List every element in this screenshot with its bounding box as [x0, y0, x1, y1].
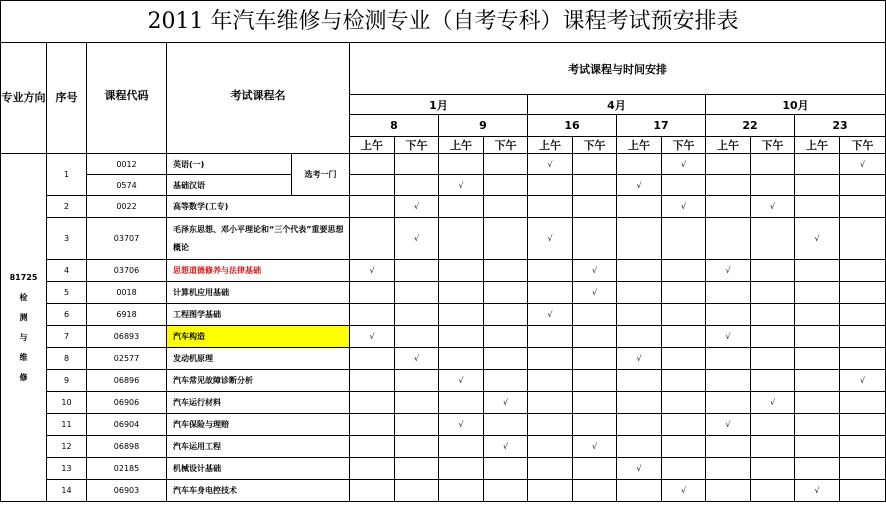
exam-slot-empty	[795, 458, 840, 480]
course-code-cell: 06896	[87, 370, 167, 392]
exam-slot-empty	[795, 326, 840, 348]
exam-slot-empty	[706, 370, 751, 392]
exam-slot-empty	[751, 480, 795, 502]
exam-slot-empty	[528, 196, 573, 218]
table-row	[1, 392, 886, 414]
course-name-cell: 汽车保险与理赔	[167, 414, 350, 436]
major-name-char: 检	[19, 292, 28, 302]
exam-check-mark: √	[484, 436, 528, 458]
exam-slot-empty	[350, 370, 395, 392]
table-row	[1, 154, 886, 175]
exam-slot-empty	[795, 175, 840, 196]
exam-slot-empty	[751, 218, 795, 260]
exam-slot-empty	[573, 326, 617, 348]
elective-note: 选考一门	[292, 154, 350, 196]
exam-slot-empty	[439, 458, 484, 480]
exam-check-mark: √	[528, 154, 573, 175]
exam-check-mark: √	[439, 370, 484, 392]
exam-slot-empty	[662, 414, 706, 436]
major-name-char: 与	[19, 332, 28, 342]
table-row	[1, 370, 886, 392]
exam-slot-empty	[617, 436, 662, 458]
exam-slot-empty	[573, 175, 617, 196]
exam-slot-empty	[662, 326, 706, 348]
course-name-cell: 汽车常见故障诊断分析	[167, 370, 350, 392]
exam-slot-empty	[395, 175, 439, 196]
course-code-cell: 06893	[87, 326, 167, 348]
exam-slot-empty	[573, 370, 617, 392]
exam-slot-empty	[439, 304, 484, 326]
header-half-day: 下午	[395, 137, 439, 154]
table-row	[1, 282, 886, 304]
header-day: 23	[795, 115, 886, 137]
exam-slot-empty	[617, 260, 662, 282]
exam-slot-empty	[573, 196, 617, 218]
exam-slot-empty	[840, 175, 886, 196]
exam-slot-empty	[751, 282, 795, 304]
exam-slot-empty	[617, 480, 662, 502]
exam-check-mark: √	[706, 260, 751, 282]
exam-slot-empty	[528, 458, 573, 480]
course-code-cell: 0574	[87, 175, 167, 196]
exam-slot-empty	[439, 326, 484, 348]
exam-check-mark: √	[350, 326, 395, 348]
exam-slot-empty	[395, 458, 439, 480]
exam-check-mark: √	[395, 218, 439, 260]
exam-slot-empty	[484, 480, 528, 502]
exam-slot-empty	[350, 458, 395, 480]
seq-cell: 13	[47, 458, 87, 480]
exam-slot-empty	[617, 196, 662, 218]
exam-slot-empty	[662, 458, 706, 480]
course-name-cell: 汽车车身电控技术	[167, 480, 350, 502]
exam-check-mark: √	[573, 260, 617, 282]
seq-cell: 10	[47, 392, 87, 414]
page-title: 2011 年汽车维修与检测专业（自考专科）课程考试预安排表	[0, 0, 886, 42]
exam-slot-empty	[840, 218, 886, 260]
exam-slot-empty	[751, 458, 795, 480]
exam-slot-empty	[795, 436, 840, 458]
exam-check-mark: √	[439, 414, 484, 436]
exam-slot-empty	[840, 304, 886, 326]
exam-slot-empty	[395, 282, 439, 304]
exam-slot-empty	[706, 304, 751, 326]
exam-check-mark: √	[795, 218, 840, 260]
exam-slot-empty	[439, 392, 484, 414]
exam-slot-empty	[439, 348, 484, 370]
table-row	[1, 175, 886, 196]
exam-slot-empty	[573, 218, 617, 260]
exam-check-mark: √	[350, 260, 395, 282]
exam-check-mark: √	[439, 175, 484, 196]
exam-slot-empty	[840, 392, 886, 414]
exam-slot-empty	[706, 458, 751, 480]
exam-slot-empty	[617, 304, 662, 326]
exam-slot-empty	[395, 370, 439, 392]
seq-cell: 1	[47, 154, 87, 196]
table-row	[1, 326, 886, 348]
exam-slot-empty	[573, 480, 617, 502]
header-month-10: 10月	[706, 95, 886, 115]
exam-slot-empty	[795, 414, 840, 436]
exam-slot-empty	[528, 282, 573, 304]
table-row	[1, 348, 886, 370]
exam-slot-empty	[350, 348, 395, 370]
exam-slot-empty	[484, 260, 528, 282]
header-course-code: 课程代码	[87, 43, 167, 154]
seq-cell: 6	[47, 304, 87, 326]
exam-slot-empty	[439, 260, 484, 282]
exam-slot-empty	[439, 196, 484, 218]
table-row	[1, 414, 886, 436]
exam-check-mark: √	[662, 154, 706, 175]
header-half-day: 上午	[350, 137, 395, 154]
exam-slot-empty	[706, 348, 751, 370]
exam-slot-empty	[751, 370, 795, 392]
exam-slot-empty	[395, 154, 439, 175]
course-code-cell: 02577	[87, 348, 167, 370]
exam-slot-empty	[350, 414, 395, 436]
exam-slot-empty	[840, 260, 886, 282]
seq-cell: 9	[47, 370, 87, 392]
exam-check-mark: √	[617, 348, 662, 370]
exam-check-mark: √	[528, 304, 573, 326]
header-half-day: 下午	[484, 137, 528, 154]
course-name-cell: 高等数学(工专)	[167, 196, 350, 218]
header-exam-schedule: 考试课程与时间安排	[350, 43, 886, 95]
exam-slot-empty	[350, 436, 395, 458]
exam-slot-empty	[528, 260, 573, 282]
exam-slot-empty	[751, 260, 795, 282]
seq-cell: 5	[47, 282, 87, 304]
exam-slot-empty	[840, 348, 886, 370]
major-name-char: 维	[19, 352, 28, 362]
exam-check-mark: √	[528, 218, 573, 260]
header-day: 8	[350, 115, 439, 137]
exam-slot-empty	[662, 175, 706, 196]
exam-slot-empty	[662, 260, 706, 282]
exam-slot-empty	[573, 348, 617, 370]
exam-slot-empty	[484, 370, 528, 392]
exam-slot-empty	[573, 392, 617, 414]
exam-slot-empty	[439, 154, 484, 175]
exam-slot-empty	[484, 154, 528, 175]
exam-slot-empty	[573, 154, 617, 175]
major-name-char: 测	[19, 312, 28, 322]
exam-check-mark: √	[484, 392, 528, 414]
exam-slot-empty	[662, 392, 706, 414]
exam-slot-empty	[528, 392, 573, 414]
course-name-cell: 基础汉语	[167, 175, 292, 196]
seq-cell: 4	[47, 260, 87, 282]
exam-check-mark: √	[706, 326, 751, 348]
course-code-cell: 02185	[87, 458, 167, 480]
header-half-day: 上午	[706, 137, 751, 154]
major-name-char: 修	[19, 372, 28, 382]
exam-slot-empty	[795, 392, 840, 414]
header-day: 16	[528, 115, 617, 137]
exam-slot-empty	[484, 326, 528, 348]
table-row	[1, 260, 886, 282]
exam-slot-empty	[840, 480, 886, 502]
exam-slot-empty	[662, 348, 706, 370]
header-day: 9	[439, 115, 528, 137]
table-row	[1, 458, 886, 480]
course-name-cell: 发动机原理	[167, 348, 350, 370]
major-direction-cell	[1, 154, 47, 502]
exam-slot-empty	[795, 370, 840, 392]
header-seq: 序号	[47, 43, 87, 154]
exam-slot-empty	[617, 414, 662, 436]
exam-slot-empty	[350, 392, 395, 414]
header-half-day: 下午	[662, 137, 706, 154]
header-day: 22	[706, 115, 795, 137]
course-code-cell: 03706	[87, 260, 167, 282]
table-row	[1, 196, 886, 218]
seq-cell: 7	[47, 326, 87, 348]
course-name-cell: 工程图学基础	[167, 304, 350, 326]
exam-slot-empty	[484, 348, 528, 370]
exam-slot-empty	[484, 304, 528, 326]
exam-slot-empty	[528, 175, 573, 196]
exam-slot-empty	[795, 260, 840, 282]
exam-slot-empty	[795, 348, 840, 370]
course-code-cell: 06906	[87, 392, 167, 414]
course-code-cell: 0012	[87, 154, 167, 175]
exam-slot-empty	[439, 282, 484, 304]
course-code-cell: 06904	[87, 414, 167, 436]
header-day: 17	[617, 115, 706, 137]
table-row	[1, 480, 886, 502]
exam-slot-empty	[484, 458, 528, 480]
exam-slot-empty	[395, 436, 439, 458]
exam-check-mark: √	[795, 480, 840, 502]
course-name-cell: 机械设计基础	[167, 458, 350, 480]
course-code-cell: 6918	[87, 304, 167, 326]
exam-slot-empty	[751, 436, 795, 458]
exam-slot-empty	[350, 196, 395, 218]
exam-slot-empty	[751, 414, 795, 436]
exam-slot-empty	[439, 218, 484, 260]
exam-slot-empty	[751, 154, 795, 175]
exam-check-mark: √	[395, 348, 439, 370]
header-course-name: 考试课程名	[167, 43, 350, 154]
exam-slot-empty	[706, 282, 751, 304]
exam-slot-empty	[617, 154, 662, 175]
exam-slot-empty	[484, 282, 528, 304]
exam-slot-empty	[706, 196, 751, 218]
exam-slot-empty	[395, 326, 439, 348]
course-name-cell: 汽车运行材料	[167, 392, 350, 414]
course-name-cell: 毛泽东思想、邓小平理论和“三个代表”重要思想概论	[167, 218, 350, 260]
exam-check-mark: √	[617, 458, 662, 480]
exam-slot-empty	[350, 175, 395, 196]
course-code-cell: 0018	[87, 282, 167, 304]
exam-slot-empty	[662, 218, 706, 260]
exam-slot-empty	[840, 196, 886, 218]
exam-slot-empty	[751, 304, 795, 326]
exam-check-mark: √	[662, 480, 706, 502]
header-major-direction: 专业方向	[1, 43, 47, 154]
exam-check-mark: √	[395, 196, 439, 218]
course-code-cell: 03707	[87, 218, 167, 260]
header-month-1: 1月	[350, 95, 528, 115]
exam-slot-empty	[662, 370, 706, 392]
exam-check-mark: √	[840, 154, 886, 175]
seq-cell: 2	[47, 196, 87, 218]
exam-slot-empty	[573, 304, 617, 326]
header-half-day: 上午	[439, 137, 484, 154]
exam-slot-empty	[795, 154, 840, 175]
exam-slot-empty	[706, 480, 751, 502]
exam-slot-empty	[350, 480, 395, 502]
exam-slot-empty	[528, 370, 573, 392]
exam-slot-empty	[706, 392, 751, 414]
exam-slot-empty	[573, 458, 617, 480]
exam-slot-empty	[706, 436, 751, 458]
exam-slot-empty	[395, 304, 439, 326]
header-month-4: 4月	[528, 95, 706, 115]
course-name-cell: 汽车运用工程	[167, 436, 350, 458]
exam-slot-empty	[840, 458, 886, 480]
seq-cell: 12	[47, 436, 87, 458]
exam-slot-empty	[350, 304, 395, 326]
seq-cell: 8	[47, 348, 87, 370]
exam-slot-empty	[662, 436, 706, 458]
exam-slot-empty	[439, 436, 484, 458]
course-code-cell: 06898	[87, 436, 167, 458]
exam-slot-empty	[395, 414, 439, 436]
course-name-cell: 汽车构造	[167, 326, 350, 348]
exam-slot-empty	[395, 392, 439, 414]
exam-slot-empty	[617, 326, 662, 348]
exam-slot-empty	[840, 282, 886, 304]
exam-slot-empty	[617, 218, 662, 260]
exam-slot-empty	[795, 196, 840, 218]
exam-slot-empty	[840, 414, 886, 436]
table-row	[1, 218, 886, 260]
table-row	[1, 436, 886, 458]
exam-slot-empty	[662, 304, 706, 326]
exam-check-mark: √	[573, 436, 617, 458]
seq-cell: 11	[47, 414, 87, 436]
exam-slot-empty	[528, 414, 573, 436]
course-code-cell: 06903	[87, 480, 167, 502]
course-name-cell: 英语(一)	[167, 154, 292, 175]
exam-slot-empty	[751, 326, 795, 348]
table-row	[1, 304, 886, 326]
exam-slot-empty	[484, 196, 528, 218]
exam-slot-empty	[395, 480, 439, 502]
exam-check-mark: √	[751, 196, 795, 218]
exam-slot-empty	[617, 282, 662, 304]
exam-slot-empty	[840, 436, 886, 458]
exam-check-mark: √	[840, 370, 886, 392]
exam-slot-empty	[795, 282, 840, 304]
exam-slot-empty	[528, 326, 573, 348]
course-name-cell: 思想道德修养与法律基础	[167, 260, 350, 282]
exam-check-mark: √	[706, 414, 751, 436]
exam-slot-empty	[528, 480, 573, 502]
exam-slot-empty	[528, 436, 573, 458]
exam-slot-empty	[573, 414, 617, 436]
exam-slot-empty	[751, 175, 795, 196]
seq-cell: 14	[47, 480, 87, 502]
exam-slot-empty	[484, 218, 528, 260]
header-half-day: 上午	[528, 137, 573, 154]
exam-slot-empty	[439, 480, 484, 502]
exam-slot-empty	[751, 348, 795, 370]
exam-check-mark: √	[662, 196, 706, 218]
header-half-day: 下午	[840, 137, 886, 154]
header-half-day: 上午	[617, 137, 662, 154]
exam-slot-empty	[706, 175, 751, 196]
exam-slot-empty	[706, 218, 751, 260]
exam-slot-empty	[662, 282, 706, 304]
exam-check-mark: √	[573, 282, 617, 304]
exam-slot-empty	[795, 304, 840, 326]
exam-slot-empty	[395, 260, 439, 282]
course-code-cell: 0022	[87, 196, 167, 218]
exam-slot-empty	[617, 370, 662, 392]
exam-check-mark: √	[617, 175, 662, 196]
major-code: 81725	[9, 272, 38, 282]
exam-slot-empty	[617, 392, 662, 414]
exam-slot-empty	[484, 414, 528, 436]
header-half-day: 上午	[795, 137, 840, 154]
seq-cell: 3	[47, 218, 87, 260]
exam-slot-empty	[350, 154, 395, 175]
exam-slot-empty	[484, 175, 528, 196]
exam-schedule-table	[0, 42, 886, 502]
exam-check-mark: √	[751, 392, 795, 414]
exam-slot-empty	[706, 154, 751, 175]
header-half-day: 下午	[573, 137, 617, 154]
exam-slot-empty	[840, 326, 886, 348]
exam-slot-empty	[528, 348, 573, 370]
header-half-day: 下午	[751, 137, 795, 154]
exam-slot-empty	[350, 218, 395, 260]
course-name-cell: 计算机应用基础	[167, 282, 350, 304]
exam-slot-empty	[350, 282, 395, 304]
